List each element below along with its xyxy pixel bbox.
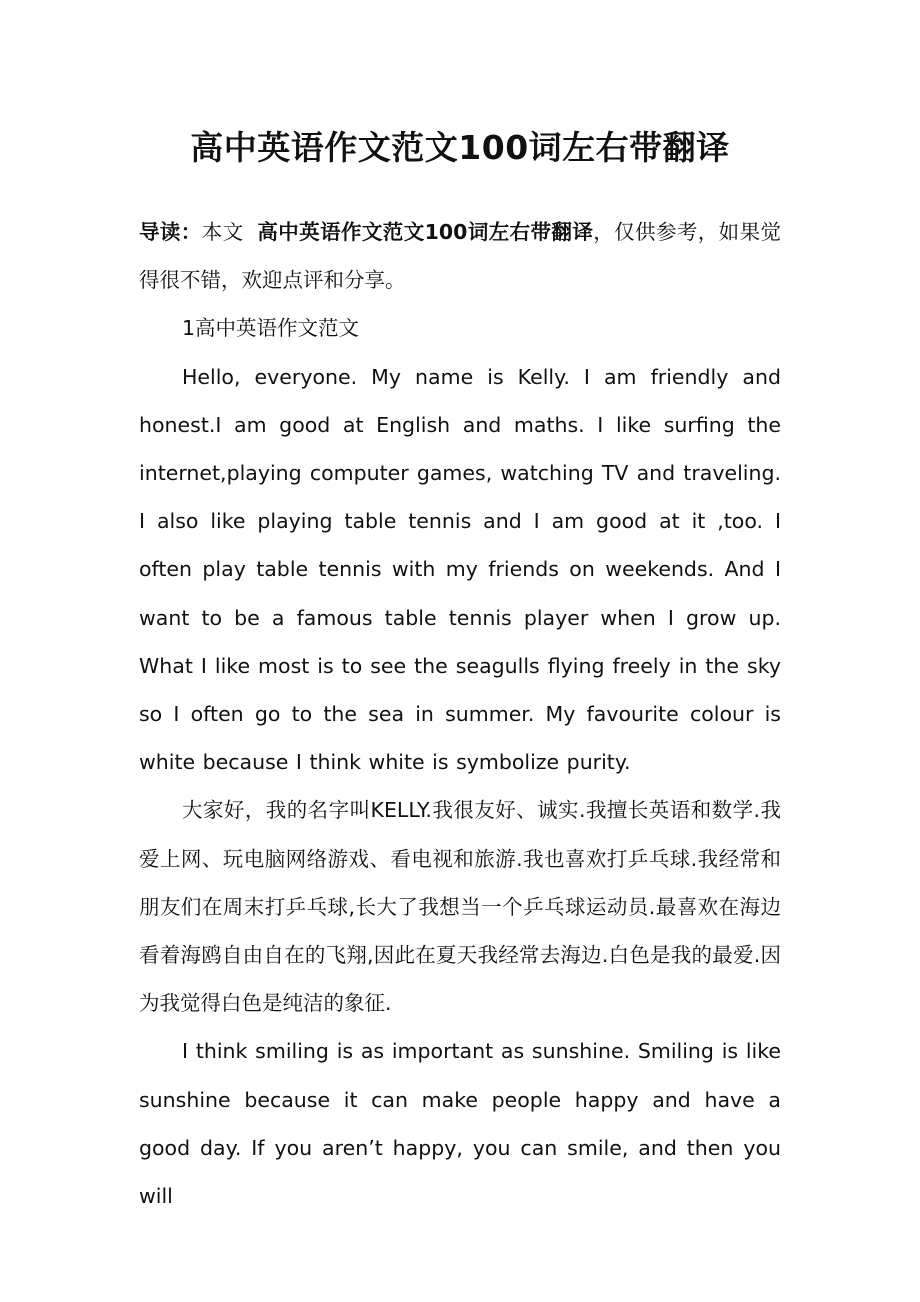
intro-suffix: ，仅供参考，如果觉得很不错，欢迎点评和分享。: [139, 220, 781, 293]
document-body: [139, 208, 781, 1220]
english-paragraph-2: I think smiling is as important as sunshine. Smiling is like sunshine because it can make people happy and have a good day. If you aren’t happy, you can smile, and then you will: [139, 1039, 781, 1209]
intro-paragraph: [139, 208, 781, 304]
intro-prefix: 本文: [201, 220, 244, 244]
intro-bold-title: 高中英语作文范文100词左右带翻译: [257, 220, 594, 244]
chinese-paragraph-1: 大家好，我的名字叫KELLY.我很友好、诚实.我擅长英语和数学.我爱上网、玩电脑网络游戏、看电视和旅游.我也喜欢打乒乓球.我经常和朋友们在周末打乒乓球,长大了我想当一个乒乓球运动员.最喜欢在海边看着海鸥自由自在的飞翔,因此在夏天我经常去海边.白色是我的最爱.因为我觉得白色是纯洁的象征.: [139, 798, 781, 1016]
english-paragraph-1: Hello, everyone. My name is Kelly. I am friendly and honest.I am good at English and maths. I like surfing the internet,playing computer games, watching TV and traveling. I also like playing table tennis and I am good at it ,too. I often play table tennis with my friends on weekends. And I want to be a famous table tennis player when I grow up. What I like most is to see the seagulls flying freely in the sky so I often go to the sea in summer. My favourite colour is white because I think white is symbolize purity.: [139, 364, 781, 775]
section-heading: 1高中英语作文范文: [182, 316, 360, 341]
intro-label: 导读：: [139, 220, 202, 244]
document-title: 高中英语作文范文100词左右带翻译: [190, 128, 730, 167]
